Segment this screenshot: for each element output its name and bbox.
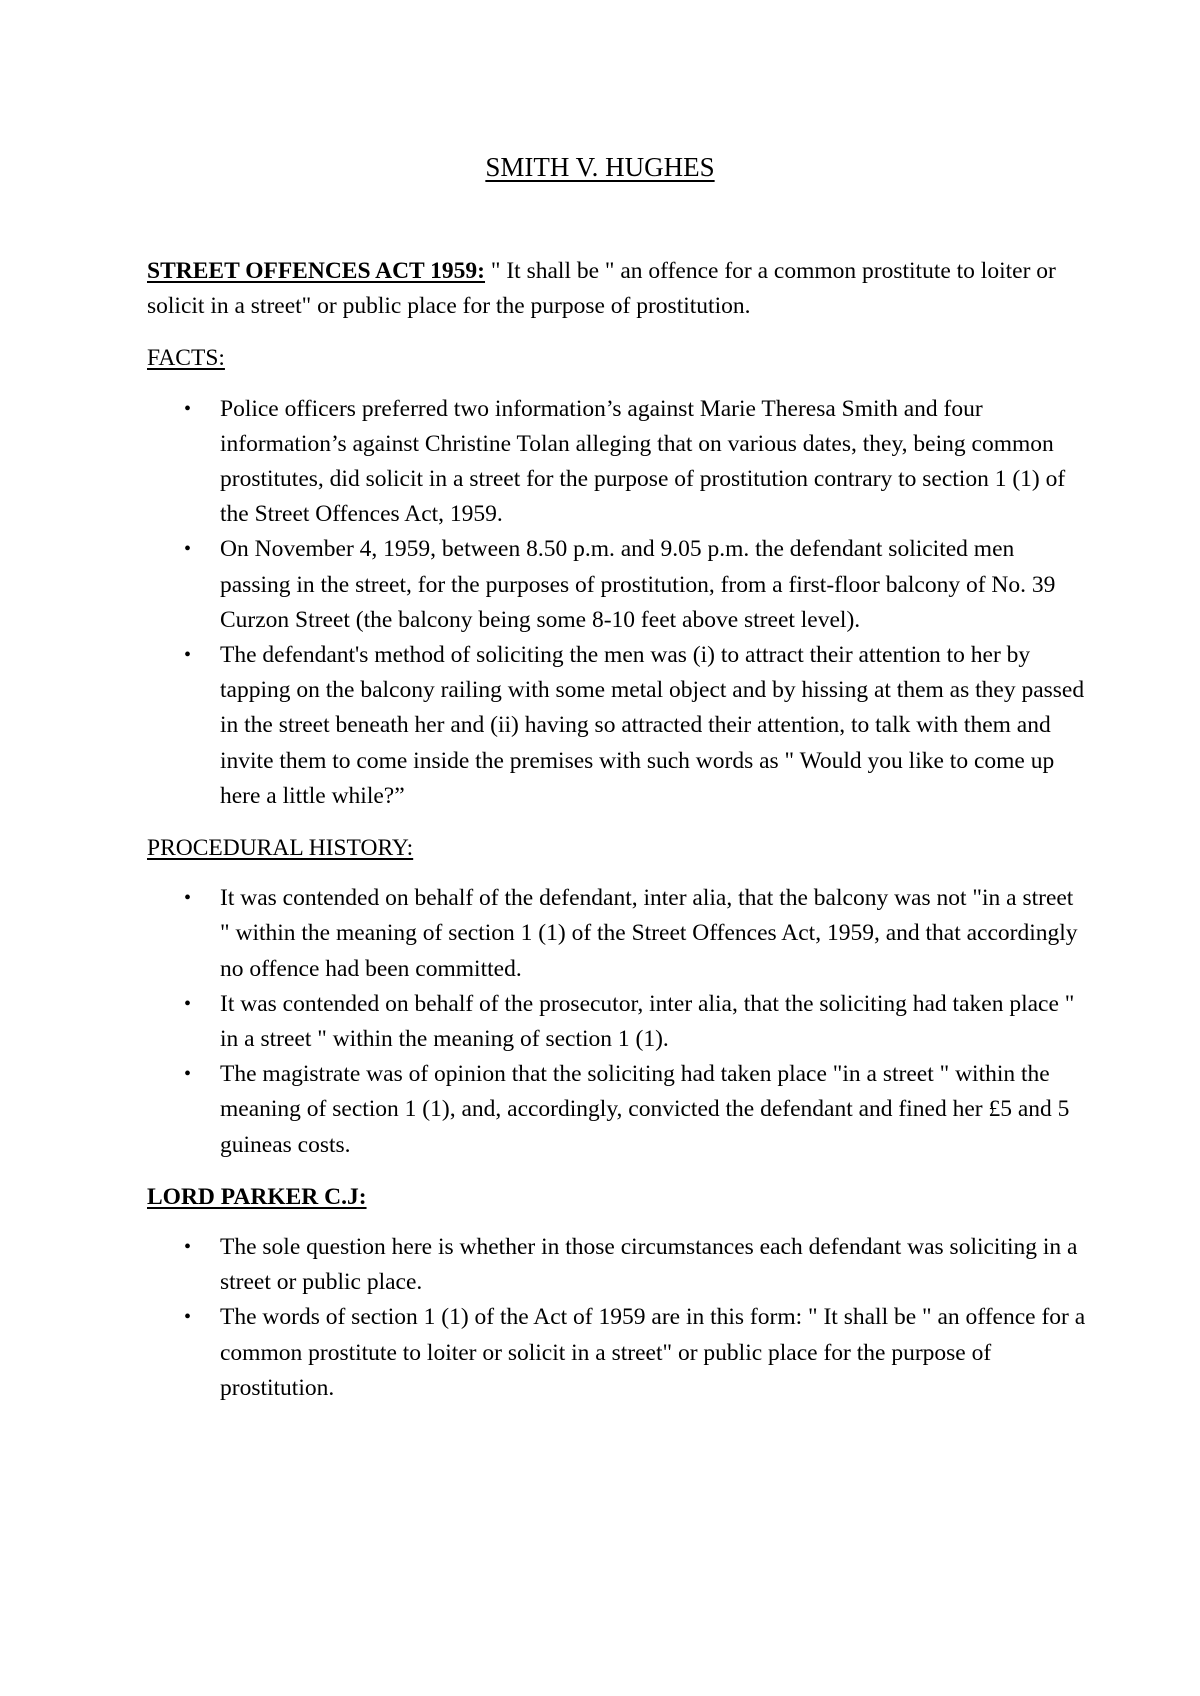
bullet-icon: •	[184, 1306, 192, 1329]
bullet-icon: •	[184, 992, 192, 1015]
act-text: " It shall be " an offence for a common prostitute to loiter or solicit in a street" or public place for the purpose of prostitution.	[147, 258, 1056, 320]
list-item: • It was contended on behalf of the prosecutor, inter alia, that the soliciting had taken place " in a street " within the meaning of section 1 (1).	[147, 987, 1087, 1057]
list-item: • It was contended on behalf of the defendant, inter alia, that the balcony was not "in a street " within the meaning of section 1 (1) of the Street Offences Act, 1959, and that accordingly no offence had been committed.	[147, 881, 1087, 987]
facts-list	[147, 392, 1087, 814]
bullet-icon: •	[184, 1063, 192, 1086]
list-item: • The magistrate was of opinion that the soliciting had taken place "in a street " within the meaning of section 1 (1), and, accordingly, convicted the defendant and fined her £5 and 5 guineas costs.	[147, 1057, 1087, 1163]
list-item: • On November 4, 1959, between 8.50 p.m. and 9.05 p.m. the defendant solicited men passing in the street, for the purposes of prostitution, from a first-floor balcony of No. 39 Curzon Street (the balcony being some 8-10 feet above street level).	[147, 532, 1087, 638]
list-item: • The defendant's method of soliciting the men was (i) to attract their attention to her by tapping on the balcony railing with some metal object and by hissing at them as they passed in the street beneath her and (ii) having so attracted their attention, to talk with them and invite them to come inside the premises with such words as " Would you like to come up here a little while?”	[147, 638, 1087, 814]
list-item: • Police officers preferred two information’s against Marie Theresa Smith and four information’s against Christine Tolan alleging that on various dates, they, being common prostitutes, did solicit in a street for the purpose of prostitution contrary to section 1 (1) of the Street Offences Act, 1959.	[147, 392, 1087, 533]
act-label: STREET OFFENCES ACT 1959:	[147, 258, 486, 284]
facts-heading: FACTS:	[147, 345, 225, 372]
list-item: • The sole question here is whether in those circumstances each defendant was soliciting in a street or public place.	[147, 1230, 1087, 1300]
lord-parker-heading: LORD PARKER C.J:	[147, 1183, 367, 1210]
bullet-icon: •	[184, 538, 192, 561]
act-paragraph	[147, 254, 1087, 324]
bullet-icon: •	[184, 1236, 192, 1259]
list-item: • The words of section 1 (1) of the Act of 1959 are in this form: " It shall be " an offence for a common prostitute to loiter or solicit in a street" or public place for the purpose of prostitution.	[147, 1300, 1087, 1406]
bullet-icon: •	[184, 887, 192, 910]
document-title: SMITH V. HUGHES	[485, 152, 715, 182]
bullet-icon: •	[184, 644, 192, 667]
bullet-icon: •	[184, 397, 192, 420]
lord-parker-list	[147, 1230, 1087, 1406]
procedural-history-list	[147, 881, 1087, 1163]
document-body	[147, 254, 1087, 1406]
procedural-history-heading: PROCEDURAL HISTORY:	[147, 835, 414, 862]
